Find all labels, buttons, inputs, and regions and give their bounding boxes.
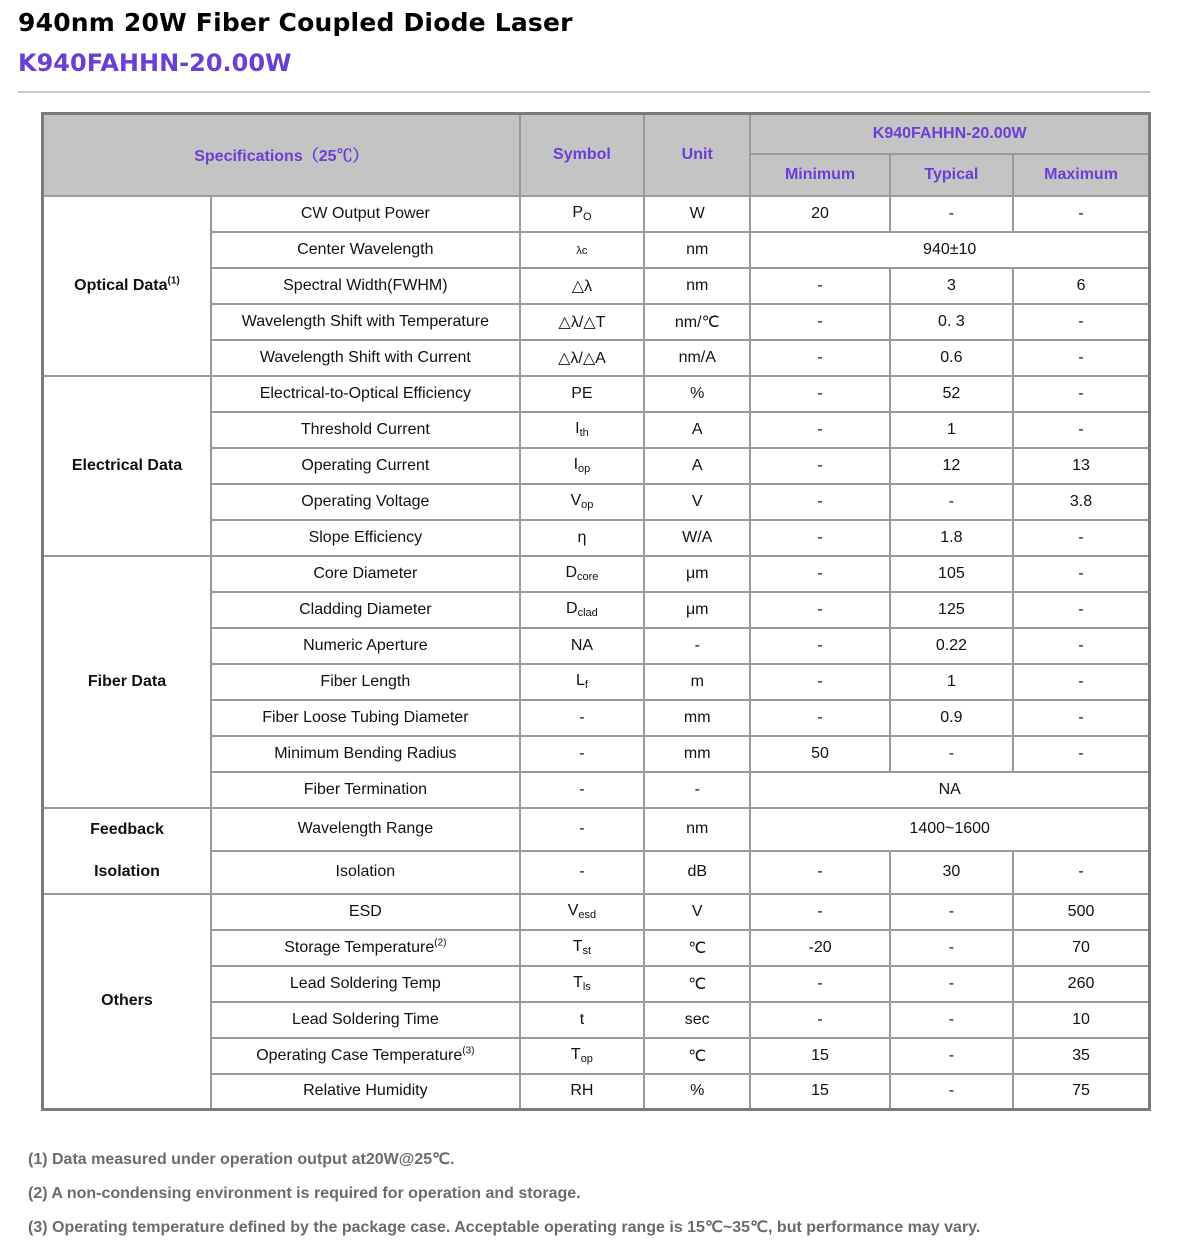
parameter-name: Wavelength Range xyxy=(297,820,434,837)
document-title: 940nm 20W Fiber Coupled Diode Laser xyxy=(18,8,573,37)
symbol-main: L xyxy=(575,672,585,689)
symbol-main: T xyxy=(573,974,583,991)
unit-cell: A xyxy=(644,412,750,448)
value-typ-cell: - xyxy=(890,1002,1013,1038)
parameter-cell xyxy=(211,484,520,520)
value-max-cell: 260 xyxy=(1013,966,1149,1002)
value-typ-cell: - xyxy=(890,894,1013,930)
symbol-cell xyxy=(520,772,644,808)
unit-cell: V xyxy=(644,484,750,520)
parameter-name: Fiber Termination xyxy=(303,780,427,798)
value-typ-cell: 125 xyxy=(890,592,1013,628)
value-min-cell: - xyxy=(750,851,889,894)
value-typ-cell: 1 xyxy=(890,412,1013,448)
unit-cell: ℃ xyxy=(644,1038,750,1074)
parameter-name: Center Wavelength xyxy=(297,240,434,258)
parameter-cell xyxy=(211,700,520,736)
value-merged-cell: 1400~1600 xyxy=(750,808,1149,851)
parameter-cell xyxy=(211,628,520,664)
header-typical: Typical xyxy=(890,154,1013,196)
parameter-name: CW Output Power xyxy=(300,204,430,222)
parameter-name: Wavelength Shift with Temperature xyxy=(241,312,489,330)
value-min-cell: - xyxy=(750,1002,889,1038)
parameter-cell xyxy=(211,894,520,930)
symbol-main: λc xyxy=(576,244,588,257)
symbol-cell xyxy=(520,448,644,484)
unit-cell: V xyxy=(644,894,750,930)
parameter-name: Numeric Aperture xyxy=(303,636,428,654)
symbol-main: PE xyxy=(571,384,593,402)
symbol-cell xyxy=(520,340,644,376)
symbol-cell xyxy=(520,966,644,1002)
header-symbol: Symbol xyxy=(520,114,644,196)
symbol-main: D xyxy=(566,600,578,617)
model-number: K940FAHHN-20.00W xyxy=(18,49,292,77)
parameter-cell xyxy=(211,1002,520,1038)
value-max-cell: - xyxy=(1013,304,1149,340)
parameter-name: Fiber Length xyxy=(320,672,411,690)
unit-cell: μm xyxy=(644,592,750,628)
symbol-main: △λ/△A xyxy=(558,349,606,367)
value-max-cell: - xyxy=(1013,196,1149,232)
parameter-name: Core Diameter xyxy=(313,564,418,582)
unit-cell: sec xyxy=(644,1002,750,1038)
value-typ-cell: 12 xyxy=(890,448,1013,484)
footnote-ref: (2) xyxy=(434,937,447,949)
symbol-main: - xyxy=(579,780,585,798)
parameter-name: Lead Soldering Time xyxy=(291,1010,439,1028)
unit-cell: nm/℃ xyxy=(644,304,750,340)
value-max-cell: - xyxy=(1013,736,1149,772)
parameter-cell xyxy=(211,772,520,808)
symbol-subscript: th xyxy=(579,427,589,439)
parameter-cell xyxy=(211,232,520,268)
parameter-cell xyxy=(211,851,520,894)
value-typ-cell: 0. 3 xyxy=(890,304,1013,340)
value-typ-cell: 105 xyxy=(890,556,1013,592)
parameter-name: ESD xyxy=(348,902,382,920)
symbol-cell xyxy=(520,736,644,772)
value-typ-cell: - xyxy=(890,1038,1013,1074)
symbol-subscript: st xyxy=(582,945,592,957)
value-max-cell: 10 xyxy=(1013,1002,1149,1038)
parameter-name: Electrical-to-Optical Efficiency xyxy=(259,384,472,402)
value-min-cell: - xyxy=(750,520,889,556)
group-label: Fiber Data xyxy=(87,672,167,690)
parameter-name: Lead Soldering Temp xyxy=(289,974,441,992)
symbol-cell xyxy=(520,484,644,520)
unit-cell: nm xyxy=(644,232,750,268)
parameter-cell xyxy=(211,520,520,556)
footnote-3: (3) Operating temperature defined by the package case. Acceptable operating range is 15℃~35℃, but performance may vary. xyxy=(28,1219,981,1236)
value-typ-cell: - xyxy=(890,736,1013,772)
symbol-cell xyxy=(520,304,644,340)
unit-cell: W xyxy=(644,196,750,232)
value-min-cell: - xyxy=(750,268,889,304)
value-min-cell: 50 xyxy=(750,736,889,772)
value-min-cell: 15 xyxy=(750,1038,889,1074)
header-maximum: Maximum xyxy=(1013,154,1149,196)
group-label: Optical Data xyxy=(74,276,168,294)
value-max-cell: 6 xyxy=(1013,268,1149,304)
value-typ-cell: 0.22 xyxy=(890,628,1013,664)
parameter-name: Operating Voltage xyxy=(301,492,430,510)
value-max-cell: - xyxy=(1013,556,1149,592)
unit-cell: % xyxy=(644,376,750,412)
parameter-cell xyxy=(211,736,520,772)
unit-cell: mm xyxy=(644,736,750,772)
unit-cell: μm xyxy=(644,556,750,592)
symbol-subscript: op xyxy=(581,499,594,511)
parameter-name: Slope Efficiency xyxy=(308,528,423,546)
symbol-cell xyxy=(520,1038,644,1074)
group-label-cell xyxy=(43,894,211,1110)
value-max-cell: - xyxy=(1013,851,1149,894)
symbol-cell xyxy=(520,376,644,412)
value-max-cell: - xyxy=(1013,700,1149,736)
parameter-cell xyxy=(211,376,520,412)
symbol-main: RH xyxy=(570,1082,594,1100)
symbol-main: △λ xyxy=(571,277,593,295)
header-minimum: Minimum xyxy=(750,154,889,196)
unit-cell: dB xyxy=(644,851,750,894)
value-max-cell: - xyxy=(1013,412,1149,448)
symbol-subscript: O xyxy=(582,211,592,223)
specification-table xyxy=(41,112,1151,1111)
value-min-cell: 15 xyxy=(750,1074,889,1110)
value-min-cell: 20 xyxy=(750,196,889,232)
value-merged-cell: 940±10 xyxy=(750,232,1149,268)
unit-cell: m xyxy=(644,664,750,700)
header-specifications: Specifications（25℃） xyxy=(43,114,520,196)
header-model: K940FAHHN-20.00W xyxy=(750,114,1149,154)
value-typ-cell: 52 xyxy=(890,376,1013,412)
parameter-name: Isolation xyxy=(335,863,396,880)
group-label-cell xyxy=(43,556,211,808)
symbol-subscript: esd xyxy=(578,909,597,921)
value-typ-cell: 0.6 xyxy=(890,340,1013,376)
symbol-cell xyxy=(520,628,644,664)
unit-cell: nm/A xyxy=(644,340,750,376)
table-row xyxy=(43,808,1150,851)
group-label: Others xyxy=(101,992,153,1010)
table-body xyxy=(43,196,1150,1110)
group-label-cell xyxy=(43,196,211,376)
value-min-cell: - xyxy=(750,664,889,700)
symbol-main: NA xyxy=(570,636,594,654)
group-label-cell xyxy=(43,808,211,894)
parameter-name: Storage Temperature xyxy=(284,938,435,956)
value-typ-cell: 30 xyxy=(890,851,1013,894)
value-min-cell: - xyxy=(750,556,889,592)
unit-cell: A xyxy=(644,448,750,484)
symbol-main: - xyxy=(579,820,585,837)
symbol-cell xyxy=(520,556,644,592)
symbol-subscript: f xyxy=(584,679,588,691)
symbol-main: V xyxy=(567,902,579,919)
unit-cell: nm xyxy=(644,268,750,304)
footnote-2: (2) A non-condensing environment is required for operation and storage. xyxy=(28,1185,581,1202)
value-max-cell: - xyxy=(1013,664,1149,700)
parameter-cell xyxy=(211,412,520,448)
value-max-cell: 13 xyxy=(1013,448,1149,484)
symbol-cell xyxy=(520,808,644,851)
unit-cell: - xyxy=(644,772,750,808)
symbol-cell xyxy=(520,930,644,966)
symbol-main: - xyxy=(579,708,585,726)
value-max-cell: - xyxy=(1013,340,1149,376)
value-max-cell: - xyxy=(1013,520,1149,556)
unit-cell: nm xyxy=(644,808,750,851)
value-max-cell: 70 xyxy=(1013,930,1149,966)
unit-cell: - xyxy=(644,628,750,664)
symbol-main: T xyxy=(570,1046,581,1063)
footnote-1: (1) Data measured under operation output at20W@25℃. xyxy=(28,1151,455,1168)
symbol-cell xyxy=(520,664,644,700)
symbol-cell xyxy=(520,196,644,232)
value-max-cell: - xyxy=(1013,592,1149,628)
parameter-name: Operating Case Temperature xyxy=(256,1046,463,1064)
unit-cell: % xyxy=(644,1074,750,1110)
symbol-main: P xyxy=(572,204,583,221)
value-min-cell: - xyxy=(750,484,889,520)
unit-cell: ℃ xyxy=(644,930,750,966)
parameter-cell xyxy=(211,556,520,592)
value-min-cell: - xyxy=(750,966,889,1002)
parameter-cell xyxy=(211,1038,520,1074)
symbol-subscript: core xyxy=(577,571,599,583)
value-min-cell: - xyxy=(750,628,889,664)
parameter-cell xyxy=(211,340,520,376)
parameter-name: Wavelength Shift with Current xyxy=(259,348,471,366)
symbol-main: I xyxy=(575,420,580,437)
group-label-line: Feedback xyxy=(90,820,164,838)
value-typ-cell: 1 xyxy=(890,664,1013,700)
unit-cell: W/A xyxy=(644,520,750,556)
table-row xyxy=(43,556,1150,592)
value-min-cell: -20 xyxy=(750,930,889,966)
symbol-cell xyxy=(520,894,644,930)
symbol-cell xyxy=(520,851,644,894)
parameter-cell xyxy=(211,448,520,484)
title-divider xyxy=(18,91,1150,93)
parameter-cell xyxy=(211,592,520,628)
value-min-cell: - xyxy=(750,340,889,376)
parameter-cell xyxy=(211,808,520,851)
symbol-cell xyxy=(520,232,644,268)
unit-cell: mm xyxy=(644,700,750,736)
value-min-cell: - xyxy=(750,592,889,628)
value-max-cell: - xyxy=(1013,376,1149,412)
value-max-cell: - xyxy=(1013,628,1149,664)
symbol-main: D xyxy=(565,564,577,581)
parameter-cell xyxy=(211,664,520,700)
symbol-main: - xyxy=(579,863,585,880)
symbol-cell xyxy=(520,1002,644,1038)
value-min-cell: - xyxy=(750,700,889,736)
group-label-line: Isolation xyxy=(94,862,160,880)
parameter-name: Relative Humidity xyxy=(303,1082,428,1100)
symbol-subscript: op xyxy=(580,1053,593,1065)
symbol-main: - xyxy=(579,744,585,762)
value-min-cell: - xyxy=(750,448,889,484)
value-typ-cell: 0.9 xyxy=(890,700,1013,736)
parameter-name: Threshold Current xyxy=(300,420,430,438)
table-row xyxy=(43,894,1150,930)
symbol-cell xyxy=(520,592,644,628)
symbol-cell xyxy=(520,520,644,556)
symbol-cell xyxy=(520,1074,644,1110)
symbol-main: η xyxy=(577,528,587,546)
symbol-main: V xyxy=(570,492,582,509)
parameter-cell xyxy=(211,930,520,966)
value-min-cell: - xyxy=(750,894,889,930)
parameter-name: Minimum Bending Radius xyxy=(274,744,457,762)
symbol-cell xyxy=(520,700,644,736)
unit-cell: ℃ xyxy=(644,966,750,1002)
parameter-cell xyxy=(211,1074,520,1110)
value-max-cell: 35 xyxy=(1013,1038,1149,1074)
symbol-main: T xyxy=(572,938,583,955)
parameter-name: Spectral Width(FWHM) xyxy=(283,276,448,294)
footnote-ref: (1) xyxy=(167,275,180,287)
symbol-subscript: op xyxy=(578,463,591,475)
symbol-main: △λ/△T xyxy=(558,313,606,331)
value-max-cell: 3.8 xyxy=(1013,484,1149,520)
footnotes xyxy=(28,1150,980,1252)
table-row xyxy=(43,376,1150,412)
value-typ-cell: - xyxy=(890,930,1013,966)
parameter-name: Cladding Diameter xyxy=(299,600,432,618)
value-min-cell: - xyxy=(750,376,889,412)
value-min-cell: - xyxy=(750,412,889,448)
symbol-cell xyxy=(520,268,644,304)
header-unit: Unit xyxy=(644,114,750,196)
value-typ-cell: 3 xyxy=(890,268,1013,304)
value-max-cell: 500 xyxy=(1013,894,1149,930)
value-typ-cell: - xyxy=(890,1074,1013,1110)
group-label-cell xyxy=(43,376,211,556)
parameter-cell xyxy=(211,304,520,340)
symbol-subscript: ls xyxy=(582,981,591,993)
parameter-cell xyxy=(211,966,520,1002)
symbol-main: t xyxy=(579,1010,585,1028)
value-min-cell: - xyxy=(750,304,889,340)
value-typ-cell: - xyxy=(890,966,1013,1002)
value-typ-cell: - xyxy=(890,484,1013,520)
footnote-ref: (3) xyxy=(462,1045,475,1057)
group-label: Electrical Data xyxy=(71,456,183,474)
parameter-cell xyxy=(211,268,520,304)
symbol-subscript: clad xyxy=(577,607,598,619)
parameter-name: Operating Current xyxy=(301,456,430,474)
symbol-main: I xyxy=(573,456,579,473)
symbol-cell xyxy=(520,412,644,448)
value-merged-cell: NA xyxy=(750,772,1149,808)
parameter-cell xyxy=(211,196,520,232)
value-typ-cell: - xyxy=(890,196,1013,232)
parameter-name: Fiber Loose Tubing Diameter xyxy=(262,708,469,726)
value-max-cell: 75 xyxy=(1013,1074,1149,1110)
table-row xyxy=(43,196,1150,232)
value-typ-cell: 1.8 xyxy=(890,520,1013,556)
